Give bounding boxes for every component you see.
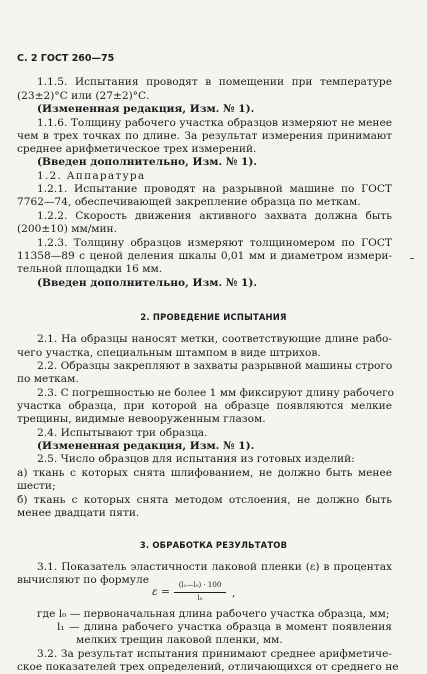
formula-denominator: l₀ xyxy=(197,594,203,602)
section-heading-3: 3. ОБРАБОТКА РЕЗУЛЬТАТОВ xyxy=(139,540,288,550)
para-2-3-line-2: участка образца, при которой на образце появляются мелкие xyxy=(17,400,392,412)
formula-fraction-bar xyxy=(174,592,226,593)
para-3-2-line-1: 3.2. За результат испытания принимают среднее арифметиче- xyxy=(37,648,392,660)
amendment-note: (Измененная редакция, Изм. № 1). xyxy=(37,440,255,452)
amendment-note: (Измененная редакция, Изм. № 1). xyxy=(37,103,255,115)
para-1-2-3-line-1: 1.2.3. Толщину образцов измеряют толщиномером по ГОСТ xyxy=(37,237,392,249)
para-1-1-5-line-1: 1.1.5. Испытания проводят в помещении при температуре xyxy=(37,76,392,88)
para-1-1-6-line-3: среднее арифметическое трех измерений. xyxy=(17,143,257,155)
item-a-line-1: а) ткань с которых снята шлифованием, не должно быть менее xyxy=(17,467,392,479)
para-1-2-3-line-2: 11358—89 с ценой деления шкалы 0,01 мм и диаметром измери- xyxy=(17,250,392,262)
para-1-2-2-line-2: (200±10) мм/мин. xyxy=(17,223,117,235)
addition-note: (Введен дополнительно, Изм. № 1). xyxy=(37,156,258,168)
para-1-1-5-line-2: (23±2)°С или (27±2)°С. xyxy=(17,90,150,102)
para-3-1-line-1: 3.1. Показатель эластичности лаковой пленки (ε) в процентах xyxy=(37,561,392,573)
para-3-1-line-2: вычисляют по формуле xyxy=(17,574,149,586)
addition-note: (Введен дополнительно, Изм. № 1). xyxy=(37,277,258,289)
subsection-apparatus: 1.2. Аппаратура xyxy=(37,170,146,182)
page-header: С. 2 ГОСТ 260—75 xyxy=(17,53,115,64)
para-1-2-1-line-1: 1.2.1. Испытание проводят на разрывной машине по ГОСТ xyxy=(37,183,392,195)
para-1-2-1-line-2: 7762—74, обеспечивающей закрепление образца по меткам. xyxy=(17,196,361,208)
item-a-line-2: шести; xyxy=(17,480,56,492)
legend-l1-line-1: l₁ — длина рабочего участка образца в момент появления xyxy=(57,621,392,633)
margin-mark xyxy=(410,258,414,259)
legend-l1-line-2: мелких трещин лаковой пленки, мм. xyxy=(76,634,283,646)
legend-l0: где l₀ — первоначальная длина рабочего участка образца, мм; xyxy=(37,608,390,620)
para-1-2-2-line-1: 1.2.2. Скорость движения активного захвата должна быть xyxy=(37,210,392,222)
para-2-4: 2.4. Испытывают три образца. xyxy=(37,427,208,439)
formula-lhs: ε = xyxy=(152,586,170,598)
formula-numerator: (l₁—l₀) · 100 xyxy=(178,581,222,589)
formula-tail: , xyxy=(232,587,236,599)
item-b-line-1: б) ткань с которых снята методом отслоения, не должно быть xyxy=(17,494,392,506)
para-3-2-line-2: ское показателей трех определений, отличающихся от среднего не xyxy=(17,661,399,673)
item-b-line-2: менее двадцати пяти. xyxy=(17,507,140,519)
para-1-1-6-line-1: 1.1.6. Толщину рабочего участка образцов измеряют не менее xyxy=(37,117,392,129)
para-2-3-line-1: 2.3. С погрешностью не более 1 мм фиксируют длину рабочего xyxy=(37,387,395,399)
para-2-1-line-2: чего участка, специальным штампом в виде штрихов. xyxy=(17,347,321,359)
para-1-2-3-line-3: тельной площадки 16 мм. xyxy=(17,263,163,275)
para-2-2-line-1: 2.2. Образцы закрепляют в захваты разрывной машины строго xyxy=(37,360,393,372)
para-2-5: 2.5. Число образцов для испытания из готовых изделий: xyxy=(37,453,355,465)
para-1-1-6-line-2: чем в трех точках по длине. За результат измерения принимают xyxy=(17,130,392,142)
para-2-2-line-2: по меткам. xyxy=(17,373,79,385)
section-heading-2: 2. ПРОВЕДЕНИЕ ИСПЫТАНИЯ xyxy=(140,312,287,322)
para-2-3-line-3: трещины, видимые невооруженным глазом. xyxy=(17,413,266,425)
para-2-1-line-1: 2.1. На образцы наносят метки, соответствующие длине рабо- xyxy=(37,333,392,345)
